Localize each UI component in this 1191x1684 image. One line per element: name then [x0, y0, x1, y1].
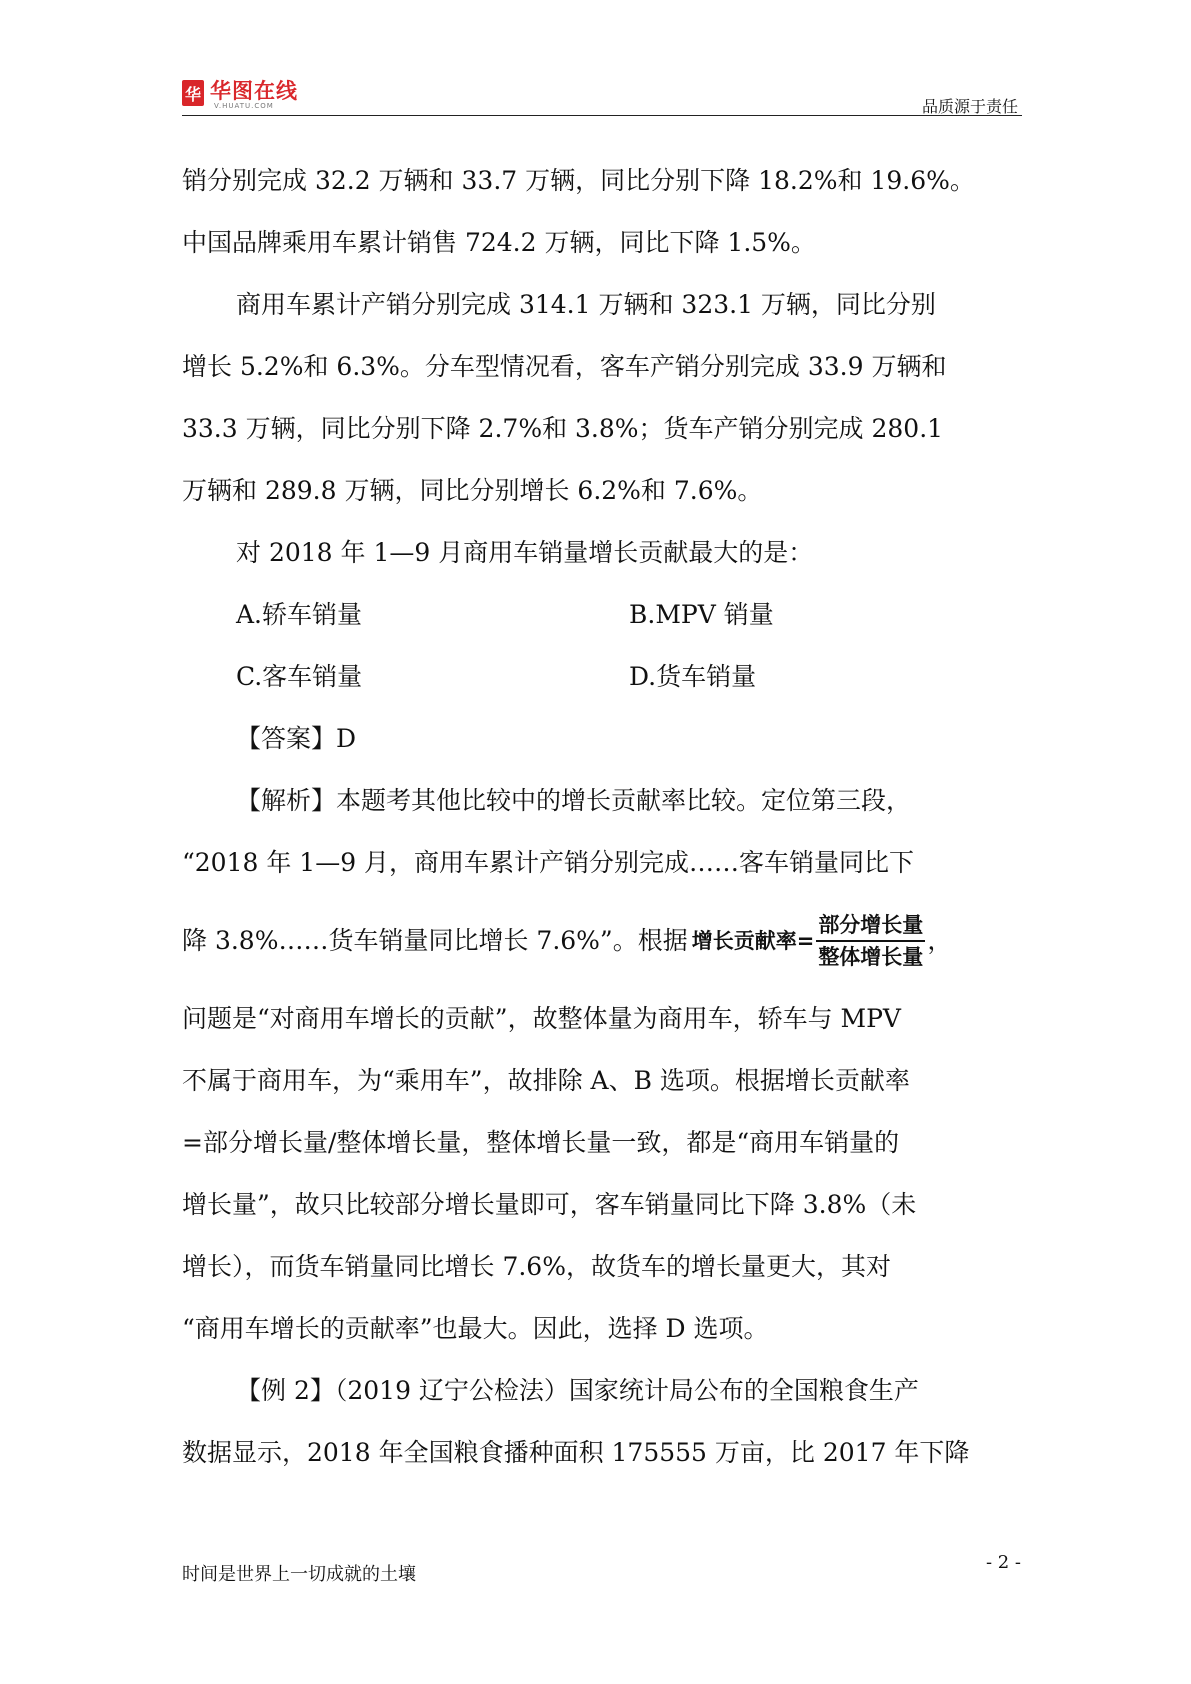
page-number: - 2 - [985, 1552, 1021, 1573]
analysis-line: 增长量”，故只比较部分增长量即可，客车销量同比下降 3.8%（未 [182, 1190, 917, 1219]
analysis-line: 增长），而货车销量同比增长 7.6%，故货车的增长量更大，其对 [182, 1252, 891, 1281]
question-stem: 对 2018 年 1—9 月商用车销量增长贡献最大的是： [236, 538, 814, 567]
body-line: 增长 5.2%和 6.3%。分车型情况看，客车产销分别完成 33.9 万辆和 [182, 352, 947, 381]
analysis-line: “2018 年 1—9 月，商用车累计产销分别完成……客车销量同比下 [182, 848, 915, 877]
body-line: 销分别完成 32.2 万辆和 33.7 万辆，同比分别下降 18.2%和 19.6%。 [182, 166, 975, 195]
formula-tail: ， [927, 926, 953, 955]
page-header [182, 80, 1022, 120]
analysis-line: 不属于商用车，为“乘用车”，故排除 A、B 选项。根据增长贡献率 [182, 1066, 910, 1095]
option-a: A.轿车销量 [236, 600, 363, 629]
formula-label: 增长贡献率= [691, 929, 815, 953]
logo-url: V.HUATU.COM [214, 102, 274, 110]
analysis-line: 【解析】本题考其他比较中的增长贡献率比较。定位第三段， [236, 786, 912, 815]
footer-motto: 时间是世界上一切成就的土壤 [182, 1564, 416, 1585]
header-slogan: 品质源于责任 [921, 97, 1018, 116]
body-line: 中国品牌乘用车累计销售 724.2 万辆，同比下降 1.5%。 [182, 228, 816, 257]
analysis-line: 问题是“对商用车增长的贡献”，故整体量为商用车，轿车与 MPV [182, 1004, 901, 1033]
body-line: 33.3 万辆，同比分别下降 2.7%和 3.8%；货车产销分别完成 280.1 [182, 414, 944, 443]
header-divider [182, 115, 1022, 116]
analysis-line: “商用车增长的贡献率”也最大。因此，选择 D 选项。 [182, 1314, 769, 1343]
options-row-2 [182, 646, 1022, 708]
example-line: 数据显示，2018 年全国粮食播种面积 175555 万亩，比 2017 年下降 [182, 1438, 970, 1467]
analysis-formula-line [182, 894, 1022, 988]
huatu-logo [182, 80, 298, 120]
options-row-1 [182, 584, 1022, 646]
option-d: D.货车销量 [629, 662, 757, 691]
answer: 【答案】D [236, 724, 357, 753]
document-body [182, 150, 1022, 1484]
analysis-line: 降 3.8%……货车销量同比增长 7.6%”。根据 [182, 926, 688, 955]
option-c: C.客车销量 [236, 662, 363, 691]
formula-denominator: 整体增长量 [818, 945, 924, 969]
logo-name: 华图在线 [210, 79, 298, 103]
formula-fraction [816, 910, 925, 972]
body-line: 万辆和 289.8 万辆，同比分别增长 6.2%和 7.6%。 [182, 476, 763, 505]
body-line: 商用车累计产销分别完成 314.1 万辆和 323.1 万辆，同比分别 [236, 290, 936, 319]
option-b: B.MPV 销量 [629, 600, 774, 629]
logo-mark-icon: 华 [182, 80, 204, 106]
analysis-line: =部分增长量/整体增长量，整体增长量一致，都是“商用车销量的 [182, 1128, 900, 1157]
example-line: 【例 2】（2019 辽宁公检法）国家统计局公布的全国粮食生产 [236, 1376, 919, 1405]
formula-numerator: 部分增长量 [816, 910, 925, 942]
